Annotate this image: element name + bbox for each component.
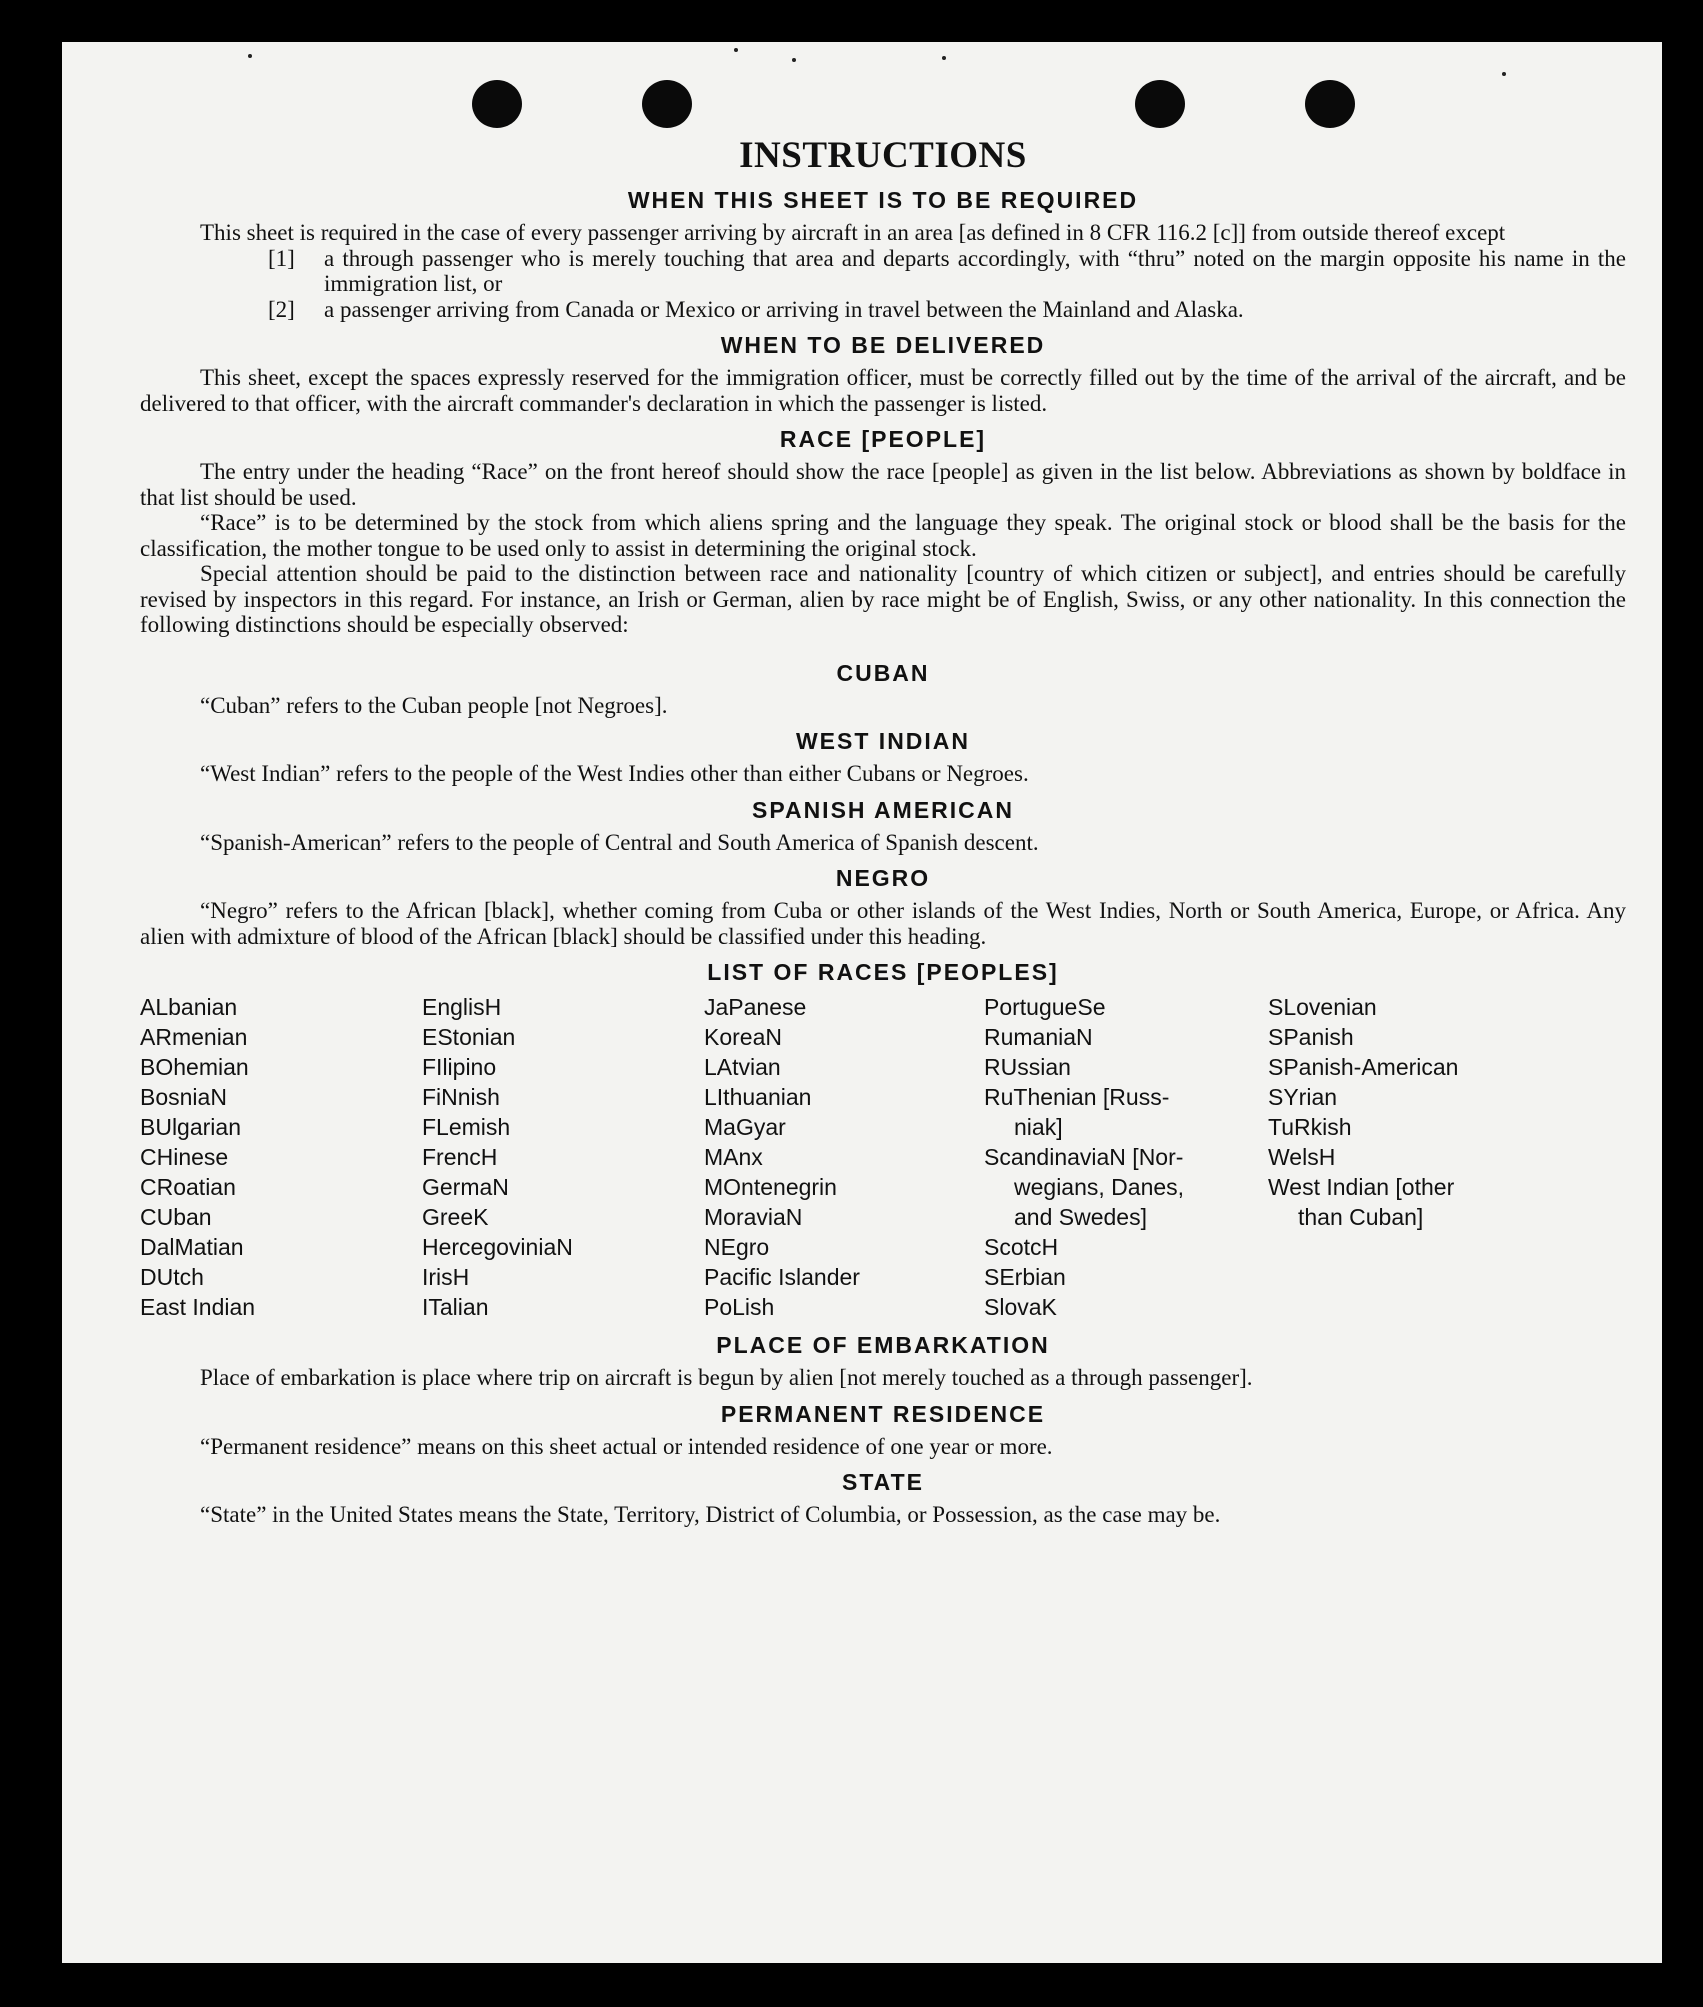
required-intro: This sheet is required in the case of every passenger arriving by aircraft in an area [as defined in 8 CFR 116.2 [c]] from outside thereof except [200, 220, 1506, 245]
race-entry: NEgro [704, 1234, 770, 1260]
race-entry: IrisH [422, 1264, 470, 1290]
race-entry: RumaniaN [984, 1024, 1093, 1050]
list-item-number: [1] [268, 245, 295, 271]
race-entry: HercegoviniaN [422, 1234, 573, 1260]
race-paragraph: Special attention should be paid to the distinction between race and nationality [country of which citizen or subject], and entries should be carefully revised by inspectors in this regard. For instance, an Irish or German, alien by race might be of English, Swiss, or any other nationality. In this connection the following distinctions should be especially observed: [140, 561, 1626, 637]
race-entry: SlovaK [984, 1294, 1057, 1320]
race-entry: RUssian [984, 1054, 1071, 1080]
negro-text: “Negro” refers to the African [black], whether coming from Cuba or other islands of the West Indies, North or South America, Europe, or Africa. Any alien with admixture of blood of the African [black] should be classified under this heading. [140, 898, 1626, 949]
dust-speck [792, 58, 796, 62]
race-entry: PoLish [704, 1294, 775, 1320]
instructions-content [140, 134, 1626, 1528]
race-entry: DUtch [140, 1264, 204, 1290]
race-paragraph: “Race” is to be determined by the stock from which aliens spring and the language they speak. The original stock or blood shall be the basis for the classification, the mother tongue to be used only to assist in determining the original stock. [140, 510, 1626, 561]
race-entry: ScotcH [984, 1234, 1059, 1260]
section-heading-negro: NEGRO [835, 865, 931, 891]
race-entry: ITalian [422, 1294, 489, 1320]
dust-speck [942, 56, 946, 60]
document-page [62, 42, 1662, 1963]
section-heading-race: RACE [PEOPLE] [779, 426, 987, 452]
list-item-number: [2] [268, 296, 295, 322]
race-entry: DalMatian [140, 1234, 244, 1260]
race-entry: BosniaN [140, 1084, 227, 1110]
race-entry: GermaN [422, 1174, 509, 1200]
page-title: INSTRUCTIONS [739, 135, 1027, 176]
race-entry: MoraviaN [704, 1204, 803, 1230]
race-entry: SYrian [1268, 1084, 1338, 1110]
race-entry: BOhemian [140, 1054, 249, 1080]
race-entry: CUban [140, 1204, 212, 1230]
residence-text: “Permanent residence” means on this sheet actual or intended residence of one year or more. [200, 1433, 1053, 1459]
dust-speck [1502, 72, 1506, 76]
embarkation-text: Place of embarkation is place where trip on aircraft is begun by alien [not merely touched as a through passenger]. [200, 1365, 1253, 1390]
race-entry: FIlipino [422, 1054, 497, 1080]
cuban-text: “Cuban” refers to the Cuban people [not Negroes]. [200, 692, 668, 718]
punch-hole [1305, 80, 1355, 128]
race-entry: FiNnish [422, 1084, 500, 1110]
punch-hole [1135, 80, 1185, 128]
race-entry: ALbanian [140, 994, 238, 1020]
section-heading-delivered: WHEN TO BE DELIVERED [720, 332, 1046, 358]
races-column [422, 992, 704, 1322]
section-heading-west-indian: WEST INDIAN [795, 728, 971, 754]
race-entry: SPanish-American [1268, 1054, 1459, 1080]
race-entry: SErbian [984, 1264, 1066, 1290]
list-item [140, 246, 1626, 297]
punch-hole [472, 80, 522, 128]
race-entry: MaGyar [704, 1114, 786, 1140]
race-entry: West Indian [other [1268, 1174, 1455, 1200]
race-entry: MOntenegrin [704, 1174, 837, 1200]
race-entry: niak] [1014, 1114, 1063, 1140]
race-entry: EStonian [422, 1024, 516, 1050]
races-column [984, 992, 1268, 1322]
race-entry: and Swedes] [1014, 1204, 1147, 1230]
punch-hole [642, 80, 692, 128]
race-entry: CHinese [140, 1144, 229, 1170]
race-entry: LIthuanian [704, 1084, 812, 1110]
race-entry: CRoatian [140, 1174, 236, 1200]
race-entry: PortugueSe [984, 994, 1106, 1020]
races-column [1268, 992, 1568, 1322]
list-item [140, 297, 1626, 323]
race-entry: than Cuban] [1298, 1204, 1424, 1230]
race-entry: FrencH [422, 1144, 498, 1170]
section-heading-state: STATE [842, 1469, 924, 1495]
list-item-text: a through passenger who is merely touching that area and departs accordingly, with “thru” noted on the margin opposite his name in the immigration list, or [324, 245, 1626, 296]
race-entry: ScandinaviaN [Nor- [984, 1144, 1184, 1170]
spanish-american-text: “Spanish-American” refers to the people of Central and South America of Spanish descent. [200, 829, 1039, 855]
race-entry: TuRkish [1268, 1114, 1352, 1140]
race-entry: MAnx [704, 1144, 763, 1170]
race-entry: BUlgarian [140, 1114, 241, 1140]
race-paragraph: The entry under the heading “Race” on the front hereof should show the race [people] as given in the list below. Abbreviations as shown by boldface in that list should be used. [140, 459, 1626, 510]
list-item-text: a passenger arriving from Canada or Mexico or arriving in travel between the Mainland and Alaska. [324, 296, 1244, 322]
races-column [140, 992, 422, 1322]
dust-speck [248, 54, 252, 58]
race-entry: FLemish [422, 1114, 511, 1140]
delivered-text: This sheet, except the spaces expressly reserved for the immigration officer, must be correctly filled out by the time of the arrival of the aircraft, and be delivered to that officer, with the aircraft commander's declaration in which the passenger is listed. [140, 365, 1626, 416]
race-entry: EnglisH [422, 994, 502, 1020]
race-entry: WelsH [1268, 1144, 1336, 1170]
race-entry: wegians, Danes, [1014, 1174, 1185, 1200]
race-entry: RuThenian [Russ- [984, 1084, 1170, 1110]
race-entry: JaPanese [704, 994, 807, 1020]
race-entry: LAtvian [704, 1054, 781, 1080]
section-heading-residence: PERMANENT RESIDENCE [720, 1400, 1046, 1427]
race-entry: ARmenian [140, 1024, 248, 1050]
races-column [704, 992, 984, 1322]
race-entry: GreeK [422, 1204, 489, 1230]
races-list [140, 992, 1626, 1322]
section-heading-embarkation: PLACE OF EMBARKATION [716, 1332, 1050, 1358]
state-text: “State” in the United States means the State, Territory, District of Columbia, or Possession, as the case may be. [200, 1502, 1221, 1527]
race-entry: SLovenian [1268, 994, 1377, 1020]
dust-speck [734, 48, 738, 52]
race-entry: East Indian [140, 1294, 256, 1320]
section-heading-spanish-american: SPANISH AMERICAN [751, 796, 1014, 823]
section-heading-cuban: CUBAN [836, 659, 930, 686]
race-entry: SPanish [1268, 1024, 1354, 1050]
west-indian-text: “West Indian” refers to the people of the West Indies other than either Cubans or Negroes. [200, 761, 1029, 786]
section-heading-required: WHEN THIS SHEET IS TO BE REQUIRED [627, 187, 1139, 213]
race-entry: Pacific Islander [704, 1264, 860, 1290]
section-heading-list-of-races: LIST OF RACES [PEOPLES] [707, 959, 1059, 985]
race-entry: KoreaN [704, 1024, 782, 1050]
